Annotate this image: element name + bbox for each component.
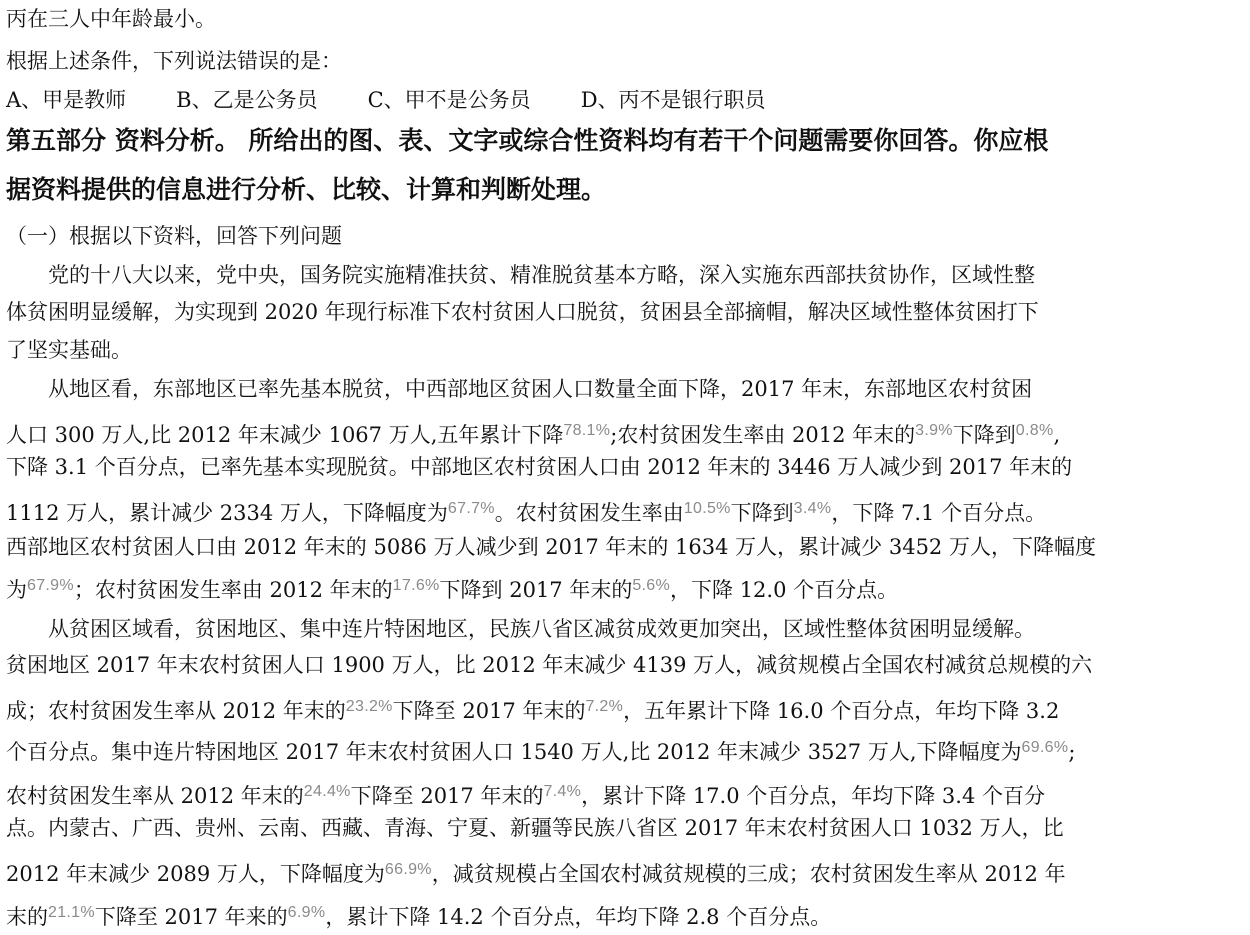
option-c: C、甲不是公务员	[367, 88, 531, 112]
prev-question-prompt: 根据上述条件，下列说法错误的是：	[6, 49, 342, 73]
paragraph-2-line: 西部地区农村贫困人口由 2012 年末的 5086 万人减少到 2017 年末的 1634 万人，累计减少 3452 万人，下降幅度	[6, 535, 1096, 559]
paragraph-1-line: 体贫困明显缓解，为实现到 2020 年现行标准下农村贫困人口脱贫，贫困县全部摘帽，解决区域性整体贫困打下	[6, 300, 1039, 324]
paragraph-3-line: 个百分点。集中连片特困地区 2017 年末农村贫困人口 1540 万人,比 2012 年末减少 3527 万人,下降幅度为$^{69.6\%}$;	[6, 739, 1076, 764]
percent-value: 17.6%	[392, 577, 440, 594]
percent-value: 69.6%	[1021, 739, 1069, 756]
percent-value: 7.2%	[585, 698, 624, 715]
percent-value: 7.4%	[543, 783, 582, 800]
prev-question-options	[6, 83, 1236, 117]
percent-value: 67.9%	[27, 577, 74, 594]
paragraph-3-line: 点。内蒙古、广西、贵州、云南、西藏、青海、宁夏、新疆等民族八省区 2017 年末农村贫困人口 1032 万人，比	[6, 816, 1064, 840]
prev-question-line: 丙在三人中年龄最小。	[6, 7, 216, 31]
paragraph-2-line: 下降 3.1 个百分点，已率先基本实现脱贫。中部地区农村贫困人口由 2012 年末的 3446 万人减少到 2017 年末的	[6, 455, 1073, 479]
paragraph-2-line: 为$^{67.9\%}$；农村贫困发生率由 2012 年末的$^{17.6\%}$下降到 2017 年末的$^{5.6\%}$，下降 12.0 个百分点。	[6, 577, 899, 602]
percent-value: 10.5%	[683, 500, 731, 517]
paragraph-3-line: 农村贫困发生率从 2012 年末的$^{24.4\%}$下降至 2017 年末的$^{7.4\%}$，累计下降 17.0 个百分点，年均下降 3.4 个百分	[6, 783, 1045, 808]
subsection-title: （一）根据以下资料，回答下列问题	[6, 224, 342, 248]
percent-value: 24.4%	[303, 783, 351, 800]
paragraph-3-line: 成；农村贫困发生率从 2012 年末的$^{23.2\%}$下降至 2017 年末的$^{7.2\%}$，五年累计下降 16.0 个百分点，年均下降 3.2	[6, 698, 1060, 723]
percent-value: 3.4%	[793, 500, 832, 517]
percent-value: 0.8%	[1015, 422, 1054, 439]
paragraph-3-line: 末的$^{21.1\%}$下降至 2017 年来的$^{6.9\%}$，累计下降 14.2 个百分点，年均下降 2.8 个百分点。	[6, 904, 832, 929]
option-d: D、丙不是银行职员	[580, 88, 766, 112]
percent-value: 21.1%	[48, 904, 95, 921]
percent-value: 78.1%	[563, 422, 611, 439]
paragraph-3-line: 2012 年末减少 2089 万人，下降幅度为$^{66.9\%}$，减贫规模占全国农村减贫规模的三成；农村贫困发生率从 2012 年	[6, 861, 1066, 886]
paragraph-3-line: 贫困地区 2017 年末农村贫困人口 1900 万人，比 2012 年末减少 4139 万人，减贫规模占全国农村减贫总规模的六	[6, 653, 1093, 677]
paragraph-1-line: 了坚实基础。	[6, 338, 132, 362]
paragraph-2-line: 1112 万人，累计减少 2334 万人，下降幅度为$^{67.7\%}$。农村贫困发生率由$^{10.5\%}$下降到$^{3.4\%}$，下降 7.1 个百分点。	[6, 500, 1047, 525]
percent-value: 6.9%	[287, 904, 326, 921]
paragraph-2-line: 从地区看，东部地区已率先基本脱贫，中西部地区贫困人口数量全面下降，2017 年末，东部地区农村贫困	[6, 377, 1033, 401]
option-b: B、乙是公务员	[176, 88, 318, 112]
option-a: A、甲是教师	[6, 88, 127, 112]
section-heading-line-1: 第五部分 资料分析。 所给出的图、表、文字或综合性资料均有若干个问题需要你回答。你应根	[6, 126, 1049, 155]
paragraph-2-line: 人口 300 万人,比 2012 年末减少 1067 万人,五年累计下降$^{78.1\%}$;农村贫困发生率由 2012 年末的$^{3.9\%}$下降到$^{0.8\%}$,	[6, 422, 1061, 447]
percent-value: 3.9%	[915, 422, 953, 439]
percent-value: 66.9%	[384, 861, 432, 878]
percent-value: 67.7%	[447, 500, 495, 517]
percent-value: 5.6%	[632, 577, 671, 594]
percent-value: 23.2%	[345, 698, 393, 715]
section-heading-line-2: 据资料提供的信息进行分析、比较、计算和判断处理。	[6, 175, 607, 204]
paragraph-3-line: 从贫困区域看，贫困地区、集中连片特困地区，民族八省区减贫成效更加突出，区域性整体贫困明显缓解。	[6, 617, 1035, 641]
paragraph-1-line: 党的十八大以来，党中央，国务院实施精准扶贫、精准脱贫基本方略，深入实施东西部扶贫协作，区域性整	[6, 263, 1035, 287]
